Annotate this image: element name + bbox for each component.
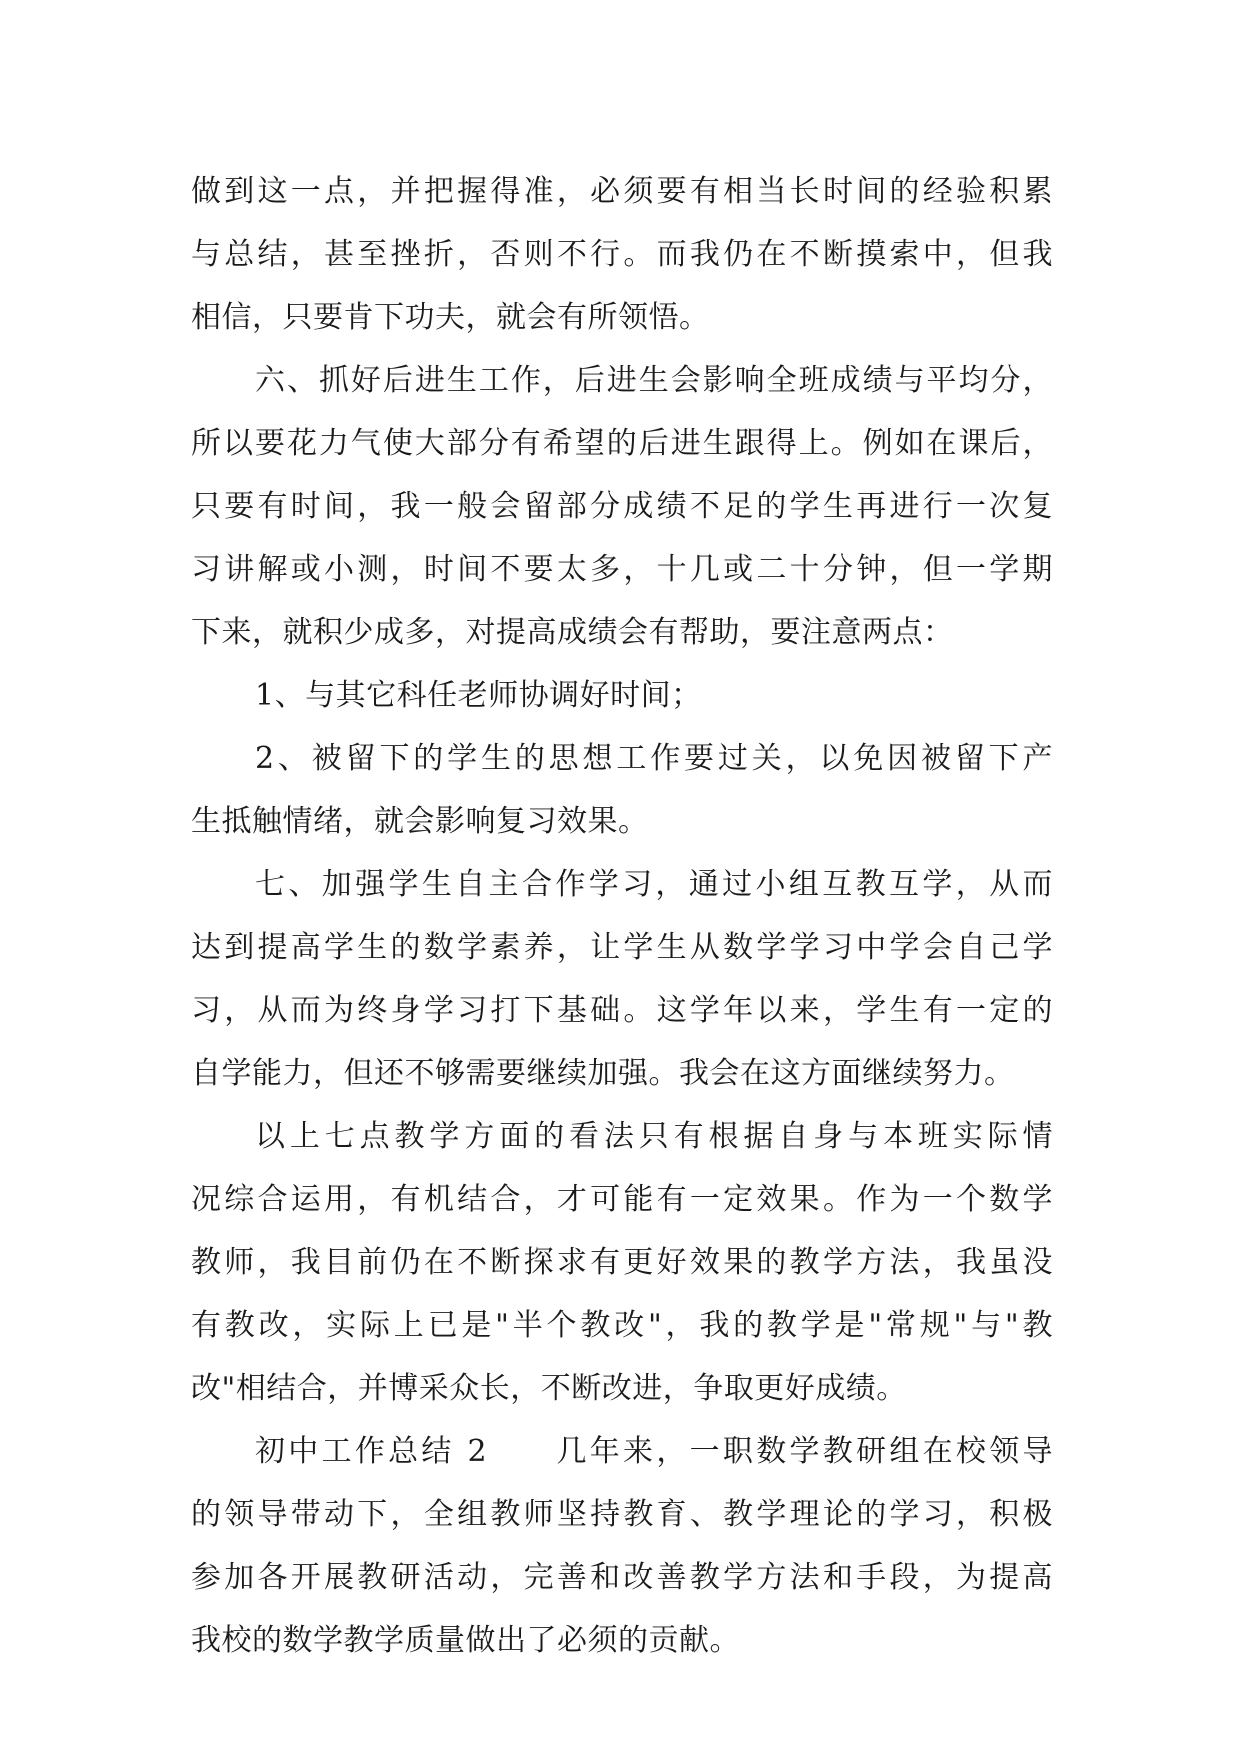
text-line: 有教改，实际上已是"半个教改"，我的教学是"常规"与"教 [191, 1308, 1053, 1343]
text-line: 生抵触情绪，就会影响复习效果。 [191, 804, 649, 839]
text-line: 改"相结合，并博采众长，不断改进，争取更好成绩。 [191, 1371, 907, 1406]
text-line: 自学能力，但还不够需要继续加强。我会在这方面继续努力。 [191, 1056, 1015, 1091]
text-line: 1、与其它科任老师协调好时间； [255, 678, 702, 713]
text-line: 做到这一点，并把握得准，必须要有相当长时间的经验积累 [191, 174, 1053, 209]
text-line: 的领导带动下，全组教师坚持教育、教学理论的学习，积极 [191, 1497, 1053, 1532]
text-line: 与总结，甚至挫折，否则不行。而我仍在不断摸索中，但我 [191, 237, 1053, 272]
text-line: 我校的数学教学质量做出了必须的贡献。 [191, 1623, 740, 1658]
text-line: 教师，我目前仍在不断探求有更好效果的教学方法，我虽没 [191, 1245, 1053, 1280]
text-line: 初中工作总结 2 几年来，一职数学教研组在校领导 [255, 1434, 1053, 1469]
text-line: 所以要花力气使大部分有希望的后进生跟得上。例如在课后， [191, 426, 1053, 461]
text-line: 习，从而为终身学习打下基础。这学年以来，学生有一定的 [191, 993, 1053, 1028]
text-line: 下来，就积少成多，对提高成绩会有帮助，要注意两点： [191, 615, 954, 650]
text-line: 六、抓好后进生工作，后进生会影响全班成绩与平均分， [255, 363, 1053, 398]
text-line: 只要有时间，我一般会留部分成绩不足的学生再进行一次复 [191, 489, 1053, 524]
text-line: 相信，只要肯下功夫，就会有所领悟。 [191, 300, 710, 335]
document-body [191, 160, 1053, 1672]
text-line: 参加各开展教研活动，完善和改善教学方法和手段，为提高 [191, 1560, 1053, 1595]
text-line: 2、被留下的学生的思想工作要过关，以免因被留下产 [255, 741, 1053, 776]
text-line: 习讲解或小测，时间不要太多，十几或二十分钟，但一学期 [191, 552, 1053, 587]
text-line: 达到提高学生的数学素养，让学生从数学学习中学会自己学 [191, 930, 1053, 965]
text-line: 七、加强学生自主合作学习，通过小组互教互学，从而 [255, 867, 1053, 902]
text-line: 况综合运用，有机结合，才可能有一定效果。作为一个数学 [191, 1182, 1053, 1217]
text-line: 以上七点教学方面的看法只有根据自身与本班实际情 [255, 1119, 1053, 1154]
